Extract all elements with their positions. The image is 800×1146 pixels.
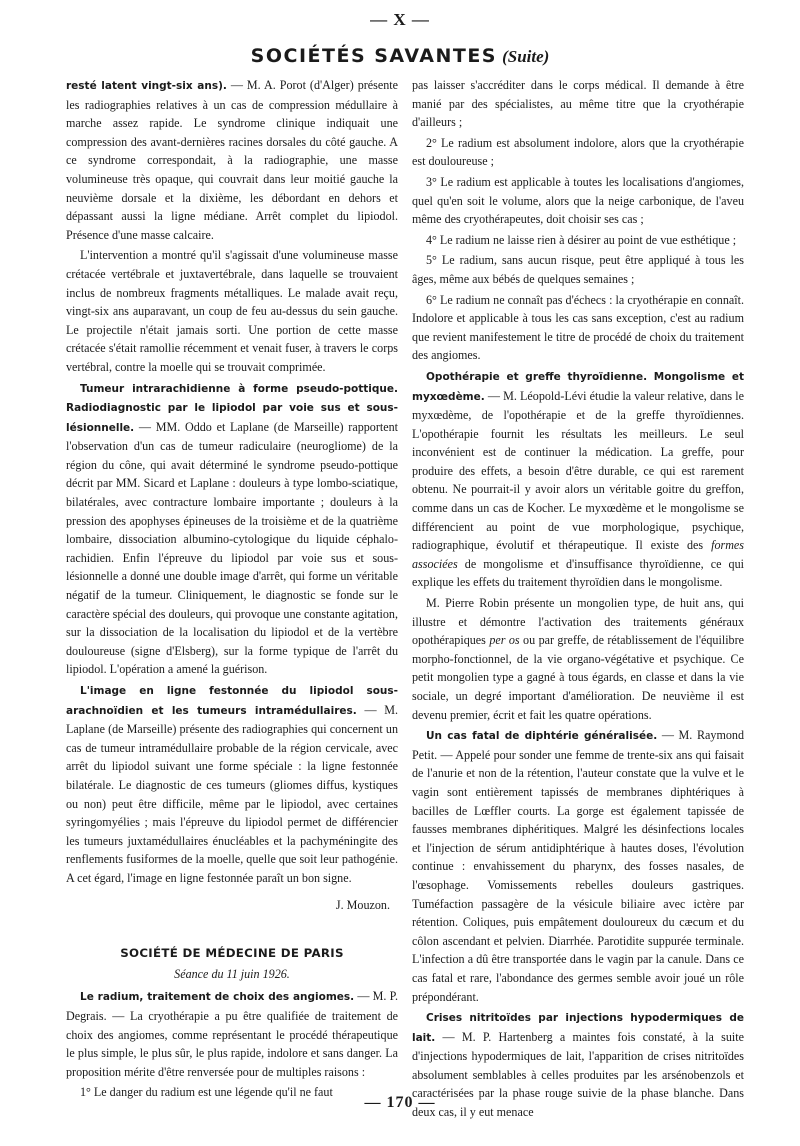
paragraph-leopold-levi (412, 367, 744, 592)
italic-term: per os (489, 633, 520, 648)
paragraph-point-4: 4° Le radium ne laisse rien à désirer au point de vue esthétique ; (426, 232, 737, 247)
run-in-heading: Tumeur intrarachidienne à forme pseudo-pottique. Radiodiagnostic par le lipiodol par voie sus et sous-lésionnelle. (66, 382, 398, 434)
paragraph-point-2: 2° Le radium est absolument indolore, alors que la cryothérapie est douloureuse ; (412, 135, 744, 169)
run-in-heading: L'image en ligne festonnée du lipiodol sous-arachnoïdien et les tumeurs intramédullaires. (66, 685, 398, 717)
run-in-heading: Le radium, traitement de choix des angiomes. (80, 991, 355, 1004)
roman-folio: — X — (370, 10, 430, 29)
paragraph-text: — M. Raymond Petit. — Appelé pour sonder une femme de trente-six ans qui faisait de l'anurie et non de la rétention, l'auteur constate que la vulve et le vagin sont entièrement tapissés de membranes diphtériques à bacilles de Lœffler courts. La gorge est également tapissée de fausses membranes diphéritiques. Malgré les désinfections locales et l'injection de sérum antidiphtérique à hautes doses, l'évolution continue : envahissement du pharynx, des fosses nasales, de l'œsophage. Vomissements rebelles douleurs gastriques. Tuméfaction passagère de la vésicule biliaire avec ictère par rétention. Coliques, puis empâtement douloureux du cæcum et du côlon ascendant et pelvien. Diarrhée. Parotidite suppurée terminale. L'infection a dû être transportée dans le vagin par la canule. Dans ce cas fatal et rare, l'abondance des germes semble avoir joué un rôle prépondérant. (412, 728, 744, 1004)
paragraph-text: — M. A. Porot (d'Alger) présente les radiographies relatives à un cas de compression médullaire à marche assez rapide. Le syndrome clinique indiquait une compression des avant-dernières racines dorsales du côté gauche. A ce syndrome correspondait, à la radiographie, une masse volumineuse très opaque, qui couvrait dans leur moitié gauche la neuvième dorsale et la dixième, les débordant en dehors et dépassant aussi la ligne médiane. Arrêt complet du lipiodol. Présence d'une masse calcaire. (66, 78, 398, 242)
run-in-heading: Opothérapie et greffe thyroïdienne. Mongolisme et myxœdème. (412, 370, 744, 403)
paragraph-text: — MM. Oddo et Laplane (de Marseille) rapportent l'observation d'un cas de tumeur radiculaire (neurogliome) de la région du cône, qui avait déterminé le syndrome pseudo-pottique décrit par MM. Sicard et Laplane : douleurs à type lombo-sciatique, bilatérales, avec contracture lombaire importante ; douleurs à la pression des apophyses épineuses de la troisième et de la quatrième lombaire, dissociation albumino-cytologique du liquide céphalo-rachidien. Enfin l'épreuve du lipiodol par voie sus et sous-lésionnelle a donné une double image d'arrêt, qui forme un véritable négatif de la tumeur. Cliniquement, le diagnostic se fonde sur le caractère spécial des douleurs, qui provoque une constante agitation, sur la dissociation de la localisation du lipiodol et de la vertèbre douloureuse (signe d'Elsberg), sur la forme typique de l'arrêt du lipiodol. L'opération a amené la guérison. (66, 419, 398, 677)
left-column (66, 76, 398, 1102)
paragraph-text: — M. Laplane (de Marseille) présente des radiographies qui concernent un cas de tumeur intramédullaire probable de la région cervicale, avec arrêt du lipiodol suivant une forme spéciale : la ligne festonnée bilatérale. Le diagnostic de ces tumeurs (gliomes diffus, kystiques ou non) peut être difficile, même par le lipiodol, avec certaines syringomyélies ; mais l'épreuve du lipiodol permet de différencier les tumeurs juxtamédullaires énucléables et la pachyméningite des renflements fusiformes de la moelle, quelle que soit leur pathogénie. A cet égard, l'image en ligne festonnée paraît un bon signe. (66, 702, 399, 885)
paragraph-continued: pas laisser s'accréditer dans le corps médical. Il demande à être manié par des spécialistes, au même titre que la cryothérapie d'ailleurs ; (412, 78, 744, 130)
paragraph-text: — M. P. Degrais. — La cryothérapie a pu être qualifiée de traitement de choix des angiomes, comme représentant le procédé thérapeutique le plus simple, le plus sûr, le plus rapide, indolore et sans danger. La proposition mérite d'être renversée pour de multiples raisons : (66, 989, 399, 1079)
run-in-heading: Crises nitritoïdes par injections hypodermiques de lait. (412, 1012, 744, 1044)
paragraph-text: ou par greffe, de rétablissement de l'équilibre morpho-fonctionnel, de la vie organo-végétative et psychique. Ce petit mongolien type a gagné à tous égards, en classe et dans la vie sociale, un degré important d'amélioration. De neuvième il est devenu premier, écrit et fait les quatre opérations. (412, 633, 744, 722)
paragraph-text: — M. Léopold-Lévi étudie la valeur relative, dans le myxœdème, de l'opothérapie et de la greffe thyroïdiennes. L'opothérapie fournit les résultats les meilleurs. Le seul inconvénient est de continuer la médication. La greffe, pour produire des effets, a besoin d'être durable, ce qui est rarement obtenu. Ne pourrait-il y avoir alors un véritable goitre du greffon, comme dans un cas de Kocher. Le myxœdème et le mongolisme se différencient au point de vue morphologique, psychique, radiographique, évolutif et thérapeutique. Il existe des (412, 388, 744, 553)
running-title-suffix: (Suite) (502, 47, 550, 66)
paragraph-text: M. Pierre Robin présente un mongolien type, de huit ans, qui illustre et démontre l'activation des traitements généraux opothérapiques (412, 596, 744, 648)
italic-term: formes associées (412, 538, 744, 571)
paragraph-robin (412, 594, 744, 724)
running-title (0, 45, 800, 67)
paragraph-laplane (66, 681, 398, 888)
paragraph-point-5: 5° Le radium, sans aucun risque, peut être appliqué à tous les âges, même aux bébés de quelques semaines ; (412, 253, 744, 286)
paragraph-point-6: 6° Le radium ne connaît pas d'échecs : la cryothérapie en connaît. Indolore et applicable à tous les cas sans exception, c'est au radium que revient manifestement le titre de procédé de choix du traitement des angiomes. (412, 292, 744, 363)
run-in-heading: Un cas fatal de diphtérie généralisée. (426, 730, 658, 743)
paragraph-degrais (66, 987, 398, 1081)
paragraph-oddo-laplane (66, 379, 398, 680)
paragraph-petit (412, 726, 744, 1006)
paragraph-text: de mongolisme et d'insuffisance thyroïdienne, ce qui explique les effets du traitement thyroïdien dans le mongolisme. (412, 556, 744, 590)
page-number: — 170 — (364, 1094, 436, 1111)
signature: J. Mouzon. (335, 897, 390, 912)
right-column (412, 76, 744, 1122)
paragraph-text: — M. P. Hartenberg a maintes fois constaté, à la suite d'injections hypodermiques de lait, l'apparition de crises nitritoïdes absolument semblables à celles produites par les arsénobenzols et caractérisées par la phase rouge suivie de la phase blanche. Dans deux cas, il y eut menace (412, 1029, 744, 1120)
section-date: Séance du 11 juin 1926. (174, 966, 290, 981)
run-in-heading: resté latent vingt-six ans). (66, 80, 227, 92)
section-title: SOCIÉTÉ DE MÉDECINE DE PARIS (120, 946, 344, 961)
paragraph-point-3: 3° Le radium est applicable à toutes les localisations d'angiomes, quel qu'en soit le volume, alors que la neige carbonique, de l'aveu même des cryothérapeutes, doit choisir ses cas ; (412, 174, 744, 227)
paragraph-intervention: L'intervention a montré qu'il s'agissait d'une volumineuse masse crétacée vertébrale et juxtavertébrale, dans laquelle se trouvaient inclus de nombreux fragments métalliques. Le malade avait reçu, vingt-six ans auparavant, un coup de feu au-dessus du sein gauche. Le projectile n'était jamais sorti. Une portion de cette masse crétacée s'était ramollie récemment et venait fuser, à travers le corps vertébral, contre la moelle qui se trouvait comprimée. (66, 248, 398, 374)
paragraph-point-1: 1° Le danger du radium est une légende qu'il ne faut (80, 1085, 333, 1100)
paragraph-porot (66, 76, 398, 244)
running-title-main: SOCIÉTÉS SAVANTES (250, 45, 497, 67)
